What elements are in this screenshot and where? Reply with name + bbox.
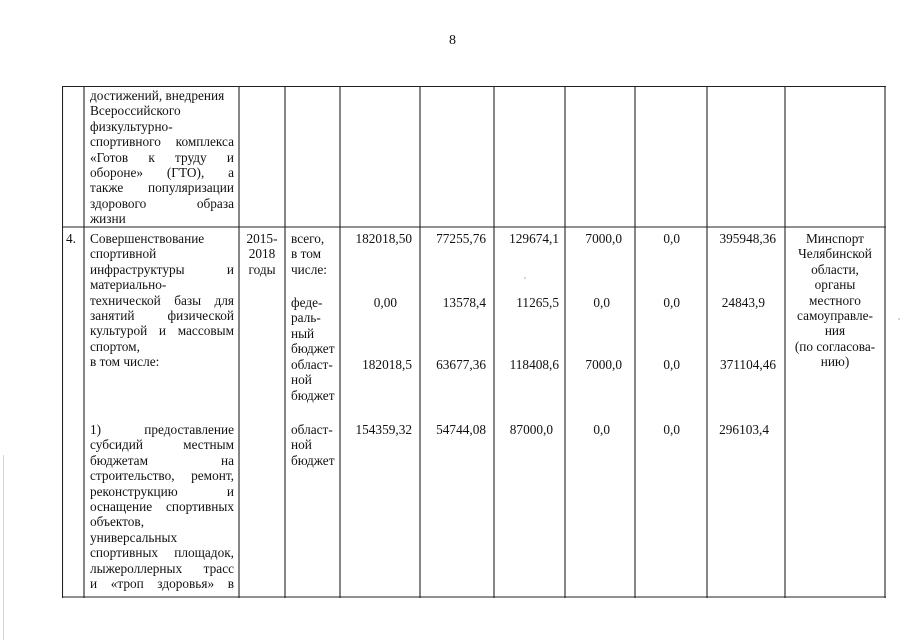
text-line: ной — [291, 372, 312, 388]
text-line: 2018 — [248, 246, 276, 262]
text-line: бюджет — [291, 341, 335, 357]
row4-years — [240, 231, 284, 277]
text-line: объектов, — [90, 514, 145, 530]
text-line: самоуправле- — [797, 308, 873, 324]
prev-row-description — [90, 88, 234, 227]
value-cell: 13578,4 — [442, 295, 486, 310]
sub1-description — [90, 422, 234, 591]
text-line: спортивных площадок, — [90, 545, 234, 561]
value-cell: 0,0 — [663, 295, 680, 310]
text-line: Всероссийского — [90, 103, 181, 119]
text-line: оснащение спортивных — [90, 499, 234, 515]
text-line: строительство, ремонт, — [90, 468, 234, 484]
text-line: спортивного комплекса — [90, 134, 234, 150]
value-cell: 54744,08 — [436, 422, 486, 437]
value-cell: 87000,0 — [509, 422, 553, 437]
text-line: област- — [291, 422, 333, 437]
row4-description — [90, 231, 234, 370]
text-line: в том — [291, 246, 322, 262]
text-line: годы — [248, 261, 276, 277]
value-cell-total: 24843,9 — [721, 295, 765, 310]
text-line: занятий физической — [90, 308, 234, 324]
text-line: числе: — [291, 261, 327, 277]
text-line: также популяризации — [90, 180, 234, 196]
text-line: субсидий местным — [90, 437, 234, 453]
text-line: инфраструктуры и — [90, 261, 234, 277]
value-cell: 7000,0 — [585, 357, 622, 372]
value-cell-total: 296103,4 — [719, 422, 769, 437]
text-line: в том числе: — [90, 354, 160, 370]
text-line: спортом, — [90, 338, 140, 354]
text-line: материально- — [90, 277, 167, 293]
page-number: 8 — [449, 33, 456, 48]
value-cell: 154359,32 — [355, 422, 412, 437]
text-line: здорового образа — [90, 195, 234, 211]
text-line: органы — [814, 277, 856, 293]
text-line: Минспорт — [805, 231, 864, 246]
text-line: физкультурно- — [90, 118, 173, 134]
value-cell: 0,0 — [593, 295, 610, 310]
text-line: ния — [824, 323, 846, 339]
value-cell: 0,0 — [663, 357, 680, 372]
text-line: культурой и массовым — [90, 323, 234, 339]
text-line: нию) — [820, 354, 850, 370]
text-line: бюджет — [291, 387, 335, 403]
text-line: реконструкцию и — [90, 483, 234, 499]
row4-source-federal — [291, 295, 335, 357]
value-cell: 129674,1 — [509, 231, 559, 246]
text-line: местного — [809, 292, 861, 308]
value-cell-total: 371104,46 — [719, 357, 776, 372]
text-line: ной — [291, 437, 312, 453]
value-cell: 7000,0 — [585, 231, 622, 246]
text-line: достижений, внедрения — [90, 88, 225, 103]
value-cell: 182018,5 — [362, 357, 412, 372]
text-line: спортивной — [90, 246, 157, 262]
text-line: и «троп здоровья» в — [90, 576, 234, 592]
value-cell: 11265,5 — [516, 295, 559, 310]
value-cell: 118408,6 — [509, 357, 559, 372]
value-cell: 0,0 — [663, 231, 680, 246]
text-line: Совершенствование — [90, 231, 205, 246]
text-line: 1) предоставление — [90, 422, 234, 437]
text-line: бюджет — [291, 452, 335, 468]
value-cell: 63677,36 — [436, 357, 486, 372]
text-line: лыжероллерных трасс — [90, 560, 234, 576]
text-line: универсальных — [90, 529, 178, 545]
text-line: феде- — [291, 295, 323, 310]
value-cell: 0,00 — [373, 295, 397, 310]
row4-source-all — [291, 231, 327, 277]
text-line: «Готов к труду и — [90, 149, 234, 165]
row-number: 4. — [66, 231, 76, 246]
text-line: Челябинской — [798, 246, 872, 262]
text-line: технической базы для — [90, 292, 234, 308]
text-line: 2015- — [246, 231, 278, 246]
scan-artifact-line — [3, 455, 4, 640]
text-line: бюджетам на — [90, 452, 234, 468]
sub1-source — [291, 422, 335, 468]
value-cell: 77255,76 — [436, 231, 486, 246]
value-cell-total: 395948,36 — [719, 231, 776, 246]
row4-executor — [786, 231, 884, 370]
value-cell: 182018,50 — [355, 231, 412, 246]
text-line: раль- — [291, 310, 321, 326]
text-line: всего, — [291, 231, 325, 246]
row4-source-regional — [291, 357, 335, 403]
text-line: жизни — [90, 211, 126, 227]
budget-table — [62, 86, 886, 598]
scan-speck — [898, 318, 900, 320]
value-cell: 0,0 — [663, 422, 680, 437]
text-line: (по согласова- — [794, 338, 876, 354]
text-line: област- — [291, 357, 333, 372]
text-line: обороне» (ГТО), а — [90, 165, 234, 181]
text-line: области, — [811, 261, 859, 277]
value-cell: 0,0 — [593, 422, 610, 437]
text-line: ный — [291, 325, 315, 341]
